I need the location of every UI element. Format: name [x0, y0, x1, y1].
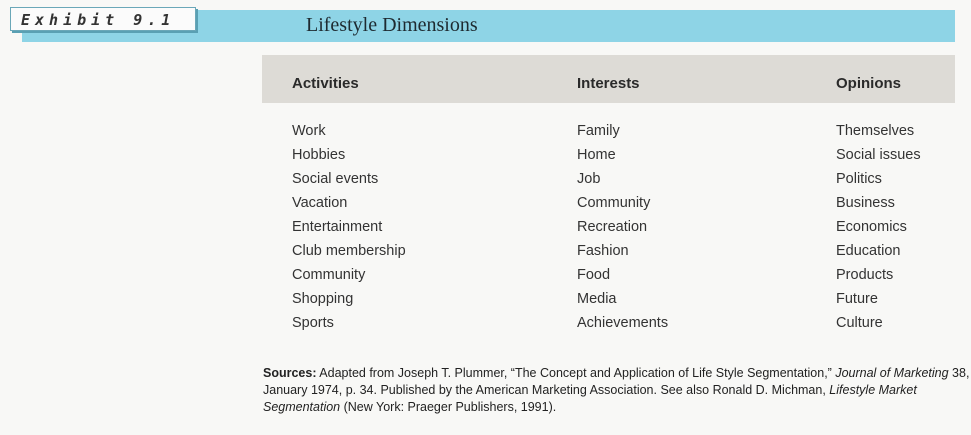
table-cell: Community: [577, 195, 651, 211]
table-cell: Economics: [836, 219, 907, 235]
table-cell: Media: [577, 291, 617, 307]
table-cell: Business: [836, 195, 895, 211]
table-cell: Family: [577, 123, 620, 139]
table-cell: Themselves: [836, 123, 915, 139]
table-cell: Politics: [836, 171, 882, 187]
table-cell: Recreation: [577, 219, 648, 235]
header-activities: Activities: [292, 75, 359, 92]
table-cell: Social issues: [836, 147, 921, 163]
sources-text: (New York: Praeger Publishers, 1991).: [340, 400, 557, 414]
column-opinions: [836, 119, 921, 335]
journal-title: Journal of Marketing: [835, 366, 949, 380]
table-cell: Products: [836, 267, 894, 283]
sources-text: Adapted from Joseph T. Plummer, “The Concept and Application of Life Style Segmentation,”: [316, 366, 836, 380]
header-opinions: Opinions: [836, 75, 901, 92]
table-cell: Job: [577, 171, 601, 187]
column-activities: [292, 119, 406, 335]
table-cell: Sports: [292, 315, 334, 331]
table-cell: Food: [577, 267, 611, 283]
table-cell: Community: [292, 267, 366, 283]
header-interests: Interests: [577, 75, 640, 92]
book-title: Lifestyle Market Segmentation: [263, 383, 917, 414]
table-cell: Home: [577, 147, 616, 163]
column-interests: [577, 119, 668, 335]
table-cell: Social events: [292, 171, 379, 187]
table-cell: Club membership: [292, 243, 406, 259]
table-cell: Work: [292, 123, 326, 139]
table-cell: Culture: [836, 315, 883, 331]
table-cell: Education: [836, 243, 901, 259]
sources-note: [263, 365, 971, 416]
table-cell: Hobbies: [292, 147, 346, 163]
table-cell: Vacation: [292, 195, 348, 211]
table-cell: Entertainment: [292, 219, 383, 235]
table-cell: Shopping: [292, 291, 354, 307]
sources-lead: Sources:: [263, 366, 317, 380]
exhibit-label: Exhibit 9.1: [10, 7, 196, 31]
table-cell: Future: [836, 291, 878, 307]
table-cell: Achievements: [577, 315, 669, 331]
table-cell: Fashion: [577, 243, 629, 259]
exhibit-title: Lifestyle Dimensions: [306, 14, 478, 36]
sources-text: 38, January 1974, p. 34. Published by the American Marketing Association. See also Ronald D. Michman,: [263, 366, 970, 397]
